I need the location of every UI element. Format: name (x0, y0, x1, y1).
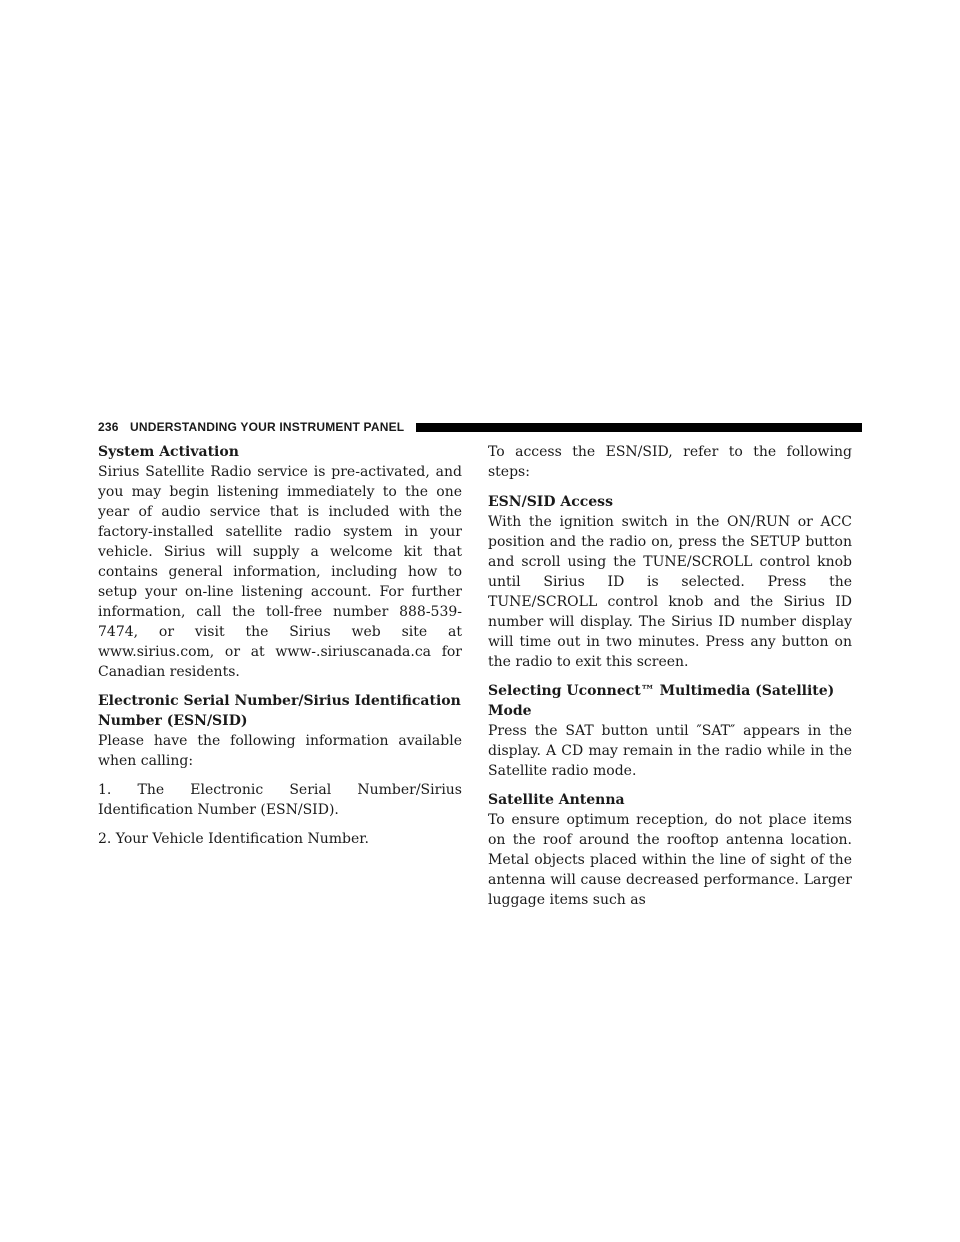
esn-sid-access-body: With the ignition switch in the ON/RUN or ACC position and the radio on, press the SETUP button and scroll using the TUNE/SCROLL control knob until Sirius ID is selected. Press the TUNE/SCROLL control knob and the Sirius ID number will display. The Sirius ID number display will time out in two minutes. Press any button on the radio to exit this screen. (488, 514, 852, 670)
esn-sid-body: Please have the following information available when calling: (98, 733, 462, 769)
left-column (98, 442, 462, 858)
satellite-antenna-heading: Satellite Antenna (488, 792, 625, 808)
page-number: 236 (98, 420, 119, 434)
esn-access-intro: To access the ESN/SID, refer to the following steps: (488, 444, 852, 480)
esn-sid-access-heading: ESN/SID Access (488, 494, 613, 510)
esn-sid-heading-line1: Electronic Serial Number/Sirius Identification (98, 693, 461, 709)
esn-sid-item-1: 1. The Electronic Serial Number/Sirius Identification Number (ESN/SID). (98, 782, 462, 818)
selecting-mode-body: Press the SAT button until ″SAT″ appears in the display. A CD may remain in the radio while in the Satellite radio mode. (488, 723, 852, 779)
system-activation-body: Sirius Satellite Radio service is pre-activated, and you may begin listening immediately to the one year of audio service that is included with the factory-installed satellite radio system in your vehicle. Sirius will supply a welcome kit that contains general information, including how to setup your on-line listening account. For further information, call the toll-free number 888-539-7474, or visit the Sirius web site at www.sirius.com, or at www-.siriuscanada.ca for Canadian residents. (98, 464, 462, 680)
esn-sid-heading-line2: Number (ESN/SID) (98, 713, 248, 729)
header-rule (416, 423, 862, 432)
satellite-antenna-body: To ensure optimum reception, do not place items on the roof around the rooftop antenna location. Metal objects placed within the line of sight of the antenna will cause decreased performance. Larger luggage items such as (488, 812, 852, 908)
selecting-mode-heading: Selecting Uconnect™ Multimedia (Satellite) Mode (488, 683, 835, 719)
system-activation-heading: System Activation (98, 444, 239, 460)
section-title: UNDERSTANDING YOUR INSTRUMENT PANEL (130, 420, 405, 434)
page-header (98, 418, 862, 438)
esn-sid-item-2: 2. Your Vehicle Identification Number. (98, 831, 369, 847)
right-column (488, 442, 852, 919)
